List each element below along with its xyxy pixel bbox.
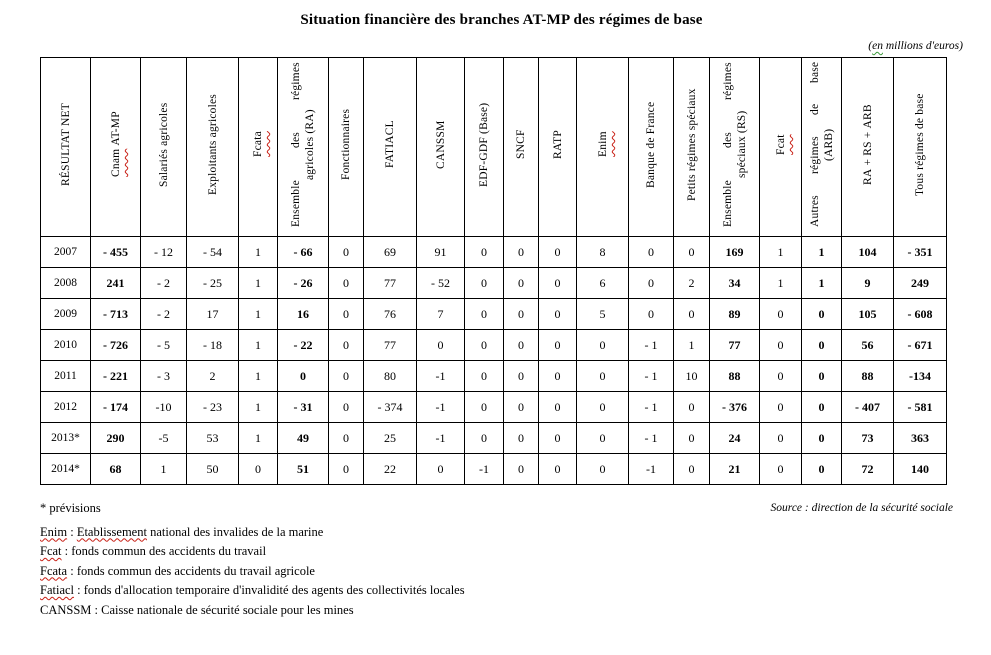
column-header-text — [339, 62, 353, 227]
header-line: Petits régimes spéciaux — [685, 88, 698, 201]
table-cell: 77 — [364, 268, 417, 299]
column-header-text — [596, 62, 610, 227]
column-header — [239, 58, 278, 237]
table-cell: 1 — [239, 268, 278, 299]
table-cell: - 26 — [278, 268, 329, 299]
table-cell: 1 — [239, 237, 278, 268]
table-cell: - 25 — [187, 268, 239, 299]
footnote-line: Enim : Etablissement national des invalides de la marine — [40, 524, 324, 539]
header-line: spéciaux (RS) — [735, 110, 748, 179]
table-cell: 0 — [674, 392, 710, 423]
year-cell: 2013* — [41, 423, 91, 454]
table-cell: - 1 — [629, 361, 674, 392]
table-cell: 0 — [329, 392, 364, 423]
table-cell: 6 — [577, 268, 629, 299]
table-cell: 0 — [329, 268, 364, 299]
table-cell: - 54 — [187, 237, 239, 268]
table-cell: 0 — [504, 237, 539, 268]
table-cell: 9 — [842, 268, 894, 299]
table-cell: - 376 — [710, 392, 760, 423]
table-cell: 0 — [802, 454, 842, 485]
table-cell: 34 — [710, 268, 760, 299]
column-header-text — [514, 62, 528, 227]
table-cell: 241 — [91, 268, 141, 299]
year-cell: 2008 — [41, 268, 91, 299]
table-cell: 0 — [674, 237, 710, 268]
header-word: Ensemble — [721, 180, 734, 227]
grammar-flagged-word: en — [872, 40, 883, 52]
misspelled-word: Fcat — [774, 134, 787, 155]
table-cell: 363 — [894, 423, 947, 454]
table-cell: 0 — [417, 454, 465, 485]
column-header — [465, 58, 504, 237]
column-header-text — [383, 62, 397, 227]
table-cell: 0 — [629, 237, 674, 268]
corner-label-text: RÉSULTAT NET — [59, 103, 72, 186]
table-cell: 0 — [278, 361, 329, 392]
table-cell: -1 — [465, 454, 504, 485]
header-line: (ARB) — [822, 128, 835, 161]
table-row — [41, 454, 947, 485]
header-word: régimes — [721, 62, 734, 100]
table-cell: 53 — [187, 423, 239, 454]
misspelled-word: Enim — [40, 524, 68, 539]
table-cell: 140 — [894, 454, 947, 485]
table-cell: 0 — [239, 454, 278, 485]
table-cell: - 726 — [91, 330, 141, 361]
misspelled-word: Fcata — [252, 131, 264, 158]
header-word: base — [808, 62, 821, 84]
header-line: Salariés agricoles — [157, 102, 170, 187]
header-line: FATIACL — [384, 120, 396, 169]
page-title: Situation financière des branches AT-MP des régimes de base — [300, 12, 703, 28]
table-cell: 0 — [417, 330, 465, 361]
table-cell: - 374 — [364, 392, 417, 423]
table-cell: 7 — [417, 299, 465, 330]
column-header — [539, 58, 577, 237]
table-row — [41, 423, 947, 454]
table-cell: 77 — [710, 330, 760, 361]
table-cell: 0 — [539, 237, 577, 268]
source-note: Source : direction de la sécurité sociale — [770, 502, 953, 514]
table-cell: 0 — [760, 299, 802, 330]
footnote-line: * prévisions — [40, 501, 101, 515]
table-cell: 50 — [187, 454, 239, 485]
table-cell: -134 — [894, 361, 947, 392]
table-cell: 77 — [364, 330, 417, 361]
table-cell: - 581 — [894, 392, 947, 423]
header-word: des — [721, 131, 734, 148]
table-cell: 0 — [577, 454, 629, 485]
table-cell: 0 — [539, 330, 577, 361]
year-cell: 2007 — [41, 237, 91, 268]
column-header-text — [289, 62, 317, 227]
column-header-text — [721, 62, 749, 227]
table-cell: 0 — [465, 299, 504, 330]
table-cell: 1 — [760, 268, 802, 299]
table-cell: 1 — [239, 299, 278, 330]
table-cell: 0 — [329, 423, 364, 454]
table-cell: 0 — [465, 361, 504, 392]
table-cell: 0 — [465, 237, 504, 268]
table-cell: - 5 — [141, 330, 187, 361]
column-header — [710, 58, 760, 237]
header-line: Banque de France — [645, 101, 657, 188]
table-row — [41, 361, 947, 392]
table-cell: 0 — [329, 237, 364, 268]
column-header — [364, 58, 417, 237]
column-header — [278, 58, 329, 237]
table-cell: 1 — [141, 454, 187, 485]
table-cell: 0 — [539, 392, 577, 423]
table-cell: 0 — [539, 454, 577, 485]
table-cell: 51 — [278, 454, 329, 485]
table-cell: 0 — [329, 361, 364, 392]
table-cell: 2 — [187, 361, 239, 392]
table-cell: 72 — [842, 454, 894, 485]
table-cell: 0 — [802, 299, 842, 330]
table-cell: - 66 — [278, 237, 329, 268]
table-cell: 0 — [760, 392, 802, 423]
table-cell: - 18 — [187, 330, 239, 361]
misspelled-word: Fatiacl — [40, 583, 75, 597]
table-cell: -5 — [141, 423, 187, 454]
table-cell: 5 — [577, 299, 629, 330]
header-line: agricoles (RA) — [304, 109, 316, 180]
table-cell: 89 — [710, 299, 760, 330]
column-header-text — [685, 62, 699, 227]
header-line: RA + RS + ARB — [861, 104, 874, 185]
table-cell: 0 — [674, 299, 710, 330]
year-cell: 2014* — [41, 454, 91, 485]
header-line: Tous régimes de base — [914, 93, 926, 196]
table-cell: 249 — [894, 268, 947, 299]
header-line — [808, 62, 822, 227]
column-header — [894, 58, 947, 237]
table-cell: 1 — [239, 330, 278, 361]
table-cell: 0 — [760, 454, 802, 485]
column-header — [504, 58, 539, 237]
corner-label — [59, 62, 73, 227]
table-cell: 80 — [364, 361, 417, 392]
table-cell: 0 — [802, 392, 842, 423]
table-cell: 0 — [329, 454, 364, 485]
table-cell: 0 — [674, 454, 710, 485]
year-cell: 2010 — [41, 330, 91, 361]
column-header — [760, 58, 802, 237]
misspelled-word: Fcata — [40, 563, 68, 578]
table-cell: - 31 — [278, 392, 329, 423]
header-word: régimes — [808, 136, 821, 175]
column-header — [629, 58, 674, 237]
row-dimension-header — [41, 58, 91, 237]
table-cell: - 1 — [629, 330, 674, 361]
table-cell: - 2 — [141, 299, 187, 330]
footnote-line: Fatiacl : fonds d'allocation temporaire d'invalidité des agents des collectivités locales — [40, 583, 465, 597]
year-cell: 2011 — [41, 361, 91, 392]
table-row — [41, 268, 947, 299]
table-row — [41, 299, 947, 330]
column-header — [577, 58, 629, 237]
column-header-text — [157, 62, 171, 227]
header-line — [251, 62, 265, 227]
table-cell: 17 — [187, 299, 239, 330]
header-word: Autres — [808, 195, 821, 227]
column-header-text — [206, 62, 220, 227]
header-word: Ensemble — [290, 180, 302, 227]
table-cell: 0 — [504, 299, 539, 330]
header-word: régimes — [290, 62, 302, 100]
column-header-text — [251, 62, 265, 227]
table-cell: 0 — [577, 361, 629, 392]
table-cell: 0 — [539, 299, 577, 330]
header-line: CANSSM — [434, 120, 447, 169]
table-cell: 49 — [278, 423, 329, 454]
table-cell: 1 — [802, 237, 842, 268]
table-cell: 10 — [674, 361, 710, 392]
header-line: Cnam AT-MP — [109, 111, 122, 178]
table-cell: 0 — [539, 361, 577, 392]
table-cell: 0 — [504, 392, 539, 423]
financial-results-table — [40, 57, 947, 485]
table-cell: 0 — [539, 268, 577, 299]
column-header-text — [551, 62, 565, 227]
table-cell: 0 — [465, 268, 504, 299]
table-cell: 1 — [239, 423, 278, 454]
table-cell: 21 — [710, 454, 760, 485]
table-cell: 169 — [710, 237, 760, 268]
table-cell: 1 — [674, 330, 710, 361]
column-header-text — [913, 62, 927, 227]
table-cell: 0 — [760, 330, 802, 361]
table-cell: - 2 — [141, 268, 187, 299]
header-line: Exploitants agricoles — [206, 94, 219, 195]
table-cell: 24 — [710, 423, 760, 454]
table-cell: 0 — [465, 423, 504, 454]
table-cell: 25 — [364, 423, 417, 454]
table-cell: -1 — [417, 361, 465, 392]
table-cell: -1 — [629, 454, 674, 485]
table-cell: 0 — [674, 423, 710, 454]
table-cell: 105 — [842, 299, 894, 330]
table-cell: -1 — [417, 423, 465, 454]
table-cell: 73 — [842, 423, 894, 454]
column-header-text — [109, 62, 123, 227]
table-cell: 0 — [504, 268, 539, 299]
table-cell: 76 — [364, 299, 417, 330]
table-cell: 0 — [465, 330, 504, 361]
table-cell: - 351 — [894, 237, 947, 268]
table-cell: - 23 — [187, 392, 239, 423]
table-cell: 0 — [802, 330, 842, 361]
column-header-text — [774, 62, 788, 227]
table-cell: 290 — [91, 423, 141, 454]
table-cell: 104 — [842, 237, 894, 268]
footnote-line: Fcat : fonds commun des accidents du travail — [40, 544, 267, 558]
header-line — [774, 62, 788, 227]
table-row — [41, 237, 947, 268]
year-cell: 2012 — [41, 392, 91, 423]
year-cell: 2009 — [41, 299, 91, 330]
table-cell: - 1 — [629, 423, 674, 454]
table-cell: 0 — [504, 423, 539, 454]
table-cell: 88 — [710, 361, 760, 392]
misspelled-word: Enim — [596, 131, 609, 158]
column-header-text — [861, 62, 875, 227]
header-line: RATP — [551, 130, 564, 159]
column-header — [141, 58, 187, 237]
table-cell: 16 — [278, 299, 329, 330]
header-line: EDF-GDF (Base) — [478, 102, 490, 187]
table-cell: 0 — [802, 423, 842, 454]
table-cell: - 174 — [91, 392, 141, 423]
table-row — [41, 392, 947, 423]
table-cell: 0 — [802, 361, 842, 392]
column-header — [187, 58, 239, 237]
table-cell: 0 — [465, 392, 504, 423]
table-cell: 0 — [577, 392, 629, 423]
table-cell: 0 — [760, 361, 802, 392]
column-header — [329, 58, 364, 237]
table-cell: 8 — [577, 237, 629, 268]
table-cell: 0 — [329, 299, 364, 330]
header-word: de — [808, 104, 821, 116]
table-cell: - 671 — [894, 330, 947, 361]
table-cell: - 52 — [417, 268, 465, 299]
table-cell: 56 — [842, 330, 894, 361]
table-cell: 0 — [504, 330, 539, 361]
table-cell: 69 — [364, 237, 417, 268]
table-cell: - 12 — [141, 237, 187, 268]
table-cell: 2 — [674, 268, 710, 299]
table-cell: 0 — [629, 299, 674, 330]
table-cell: - 608 — [894, 299, 947, 330]
header-word: des — [290, 131, 302, 148]
header-line — [721, 62, 735, 227]
table-cell: - 3 — [141, 361, 187, 392]
table-cell: 0 — [504, 454, 539, 485]
header-row — [41, 58, 947, 237]
column-header — [802, 58, 842, 237]
table-cell: 0 — [329, 330, 364, 361]
misspelled-word: Etablissement — [76, 524, 147, 539]
footnotes — [40, 499, 465, 620]
table-cell: - 22 — [278, 330, 329, 361]
table-cell: - 221 — [91, 361, 141, 392]
footnote-line: Fcata : fonds commun des accidents du travail agricole — [40, 563, 315, 578]
table-cell: 0 — [629, 268, 674, 299]
table-cell: 1 — [239, 361, 278, 392]
header-line — [596, 62, 610, 227]
table-cell: -1 — [417, 392, 465, 423]
units-note: (en millions d'euros) — [868, 40, 963, 52]
column-header-text — [477, 62, 491, 227]
footnote-line: CANSSM : Caisse nationale de sécurité sociale pour les mines — [40, 602, 354, 617]
table-cell: - 1 — [629, 392, 674, 423]
column-header — [91, 58, 141, 237]
table-cell: -10 — [141, 392, 187, 423]
table-cell: 22 — [364, 454, 417, 485]
table-cell: 0 — [504, 361, 539, 392]
table-row — [41, 330, 947, 361]
table-cell: 1 — [239, 392, 278, 423]
column-header — [674, 58, 710, 237]
table-cell: 1 — [802, 268, 842, 299]
column-header-text — [808, 62, 836, 227]
table-cell: 88 — [842, 361, 894, 392]
column-header-text — [434, 62, 448, 227]
table-cell: 0 — [539, 423, 577, 454]
column-header — [417, 58, 465, 237]
table-cell: - 407 — [842, 392, 894, 423]
header-line: Fonctionnaires — [340, 108, 352, 181]
misspelled-word: Fcat — [40, 544, 62, 558]
column-header-text — [644, 62, 658, 227]
misspelled-word: Cnam — [109, 149, 122, 178]
footer-area — [40, 499, 963, 620]
table-cell: 68 — [91, 454, 141, 485]
header-line: SNCF — [515, 129, 527, 160]
header-line — [289, 62, 303, 227]
table-cell: - 455 — [91, 237, 141, 268]
table-cell: - 713 — [91, 299, 141, 330]
table-cell: 0 — [760, 423, 802, 454]
table-cell: 0 — [577, 330, 629, 361]
table-cell: 1 — [760, 237, 802, 268]
table-cell: 0 — [577, 423, 629, 454]
table-cell: 91 — [417, 237, 465, 268]
column-header — [842, 58, 894, 237]
